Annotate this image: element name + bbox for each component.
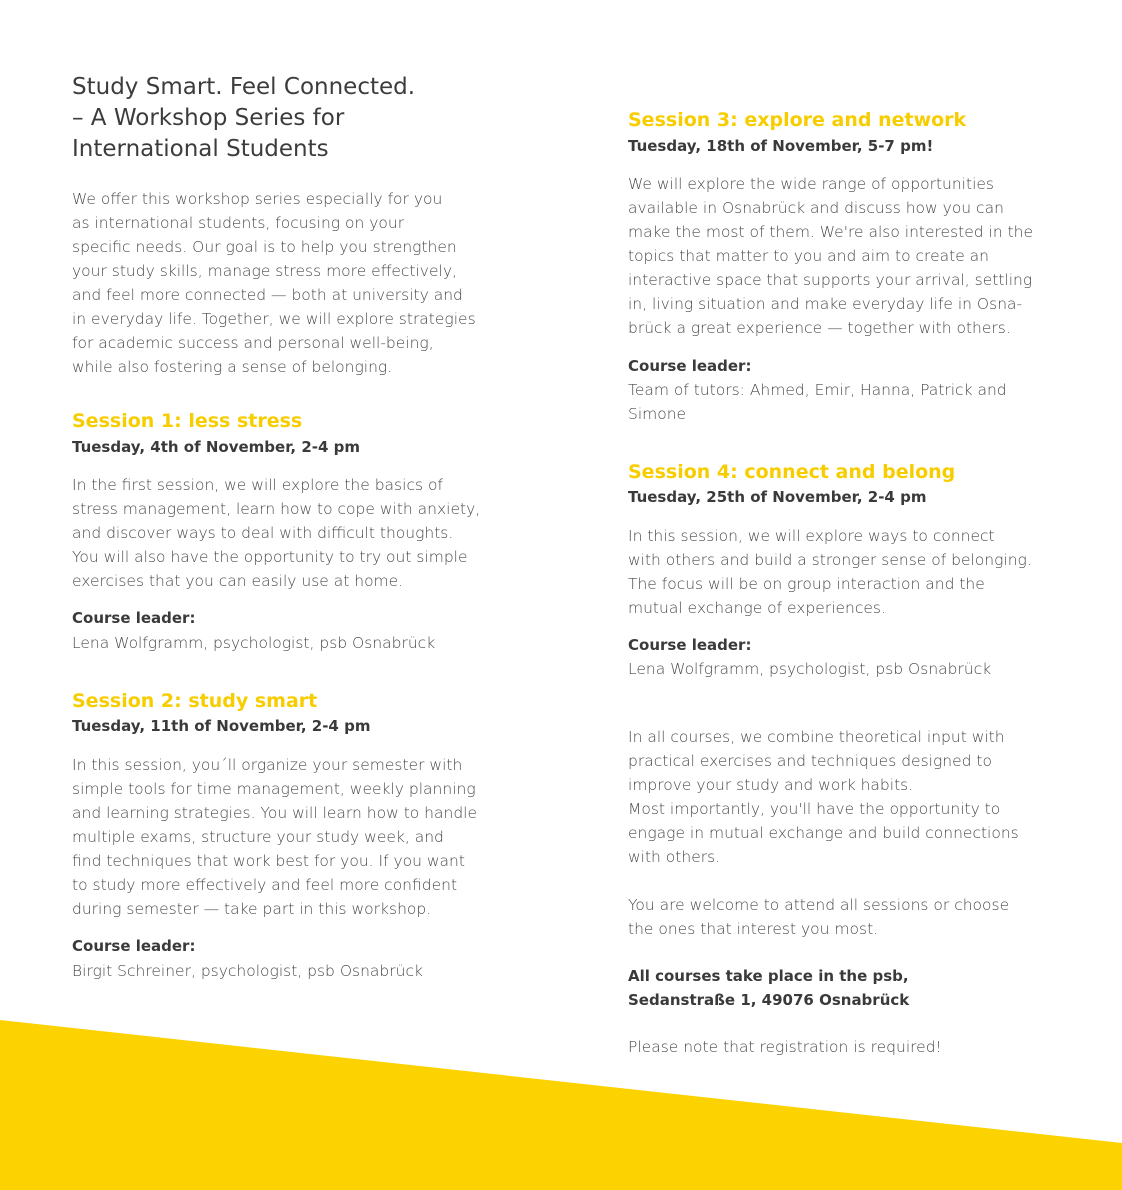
leader-line: Team of tutors: Ahmed, Emir, Hanna, Patrick and xyxy=(628,381,1007,399)
registration-line: Please note that registration is required! xyxy=(628,1038,942,1056)
attendance-line: the ones that interest you most. xyxy=(628,920,879,938)
session-4-leader xyxy=(628,657,991,681)
closing-general-paragraph xyxy=(628,725,1019,869)
intro-line: your study skills, manage stress more effectively, xyxy=(72,262,457,280)
closing-line: with others. xyxy=(628,848,721,866)
session-2-date: Tuesday, 11th of November, 2-4 pm xyxy=(72,717,371,735)
description-line: stress management, learn how to cope with anxiety, xyxy=(72,500,481,518)
registration-note xyxy=(628,1035,942,1059)
description-line: simple tools for time management, weekly planning xyxy=(72,780,476,798)
description-line: to study more effectively and feel more confident xyxy=(72,876,458,894)
closing-line: practical exercises and techniques designed to xyxy=(628,752,992,770)
location-info xyxy=(628,964,909,1012)
session-3-date: Tuesday, 18th of November, 5-7 pm! xyxy=(628,137,934,155)
description-line: You will also have the opportunity to try out simple xyxy=(72,548,468,566)
session-1-description xyxy=(72,473,480,593)
closing-line: In all courses, we combine theoretical input with xyxy=(628,728,1005,746)
session-2-leader-label: Course leader: xyxy=(72,937,196,955)
description-line: interactive space that supports your arrival, settling xyxy=(628,271,1033,289)
description-line: In this session, we will explore ways to connect xyxy=(628,527,995,545)
session-1-leader xyxy=(72,631,435,655)
leader-line: Lena Wolfgramm, psychologist, psb Osnabrück xyxy=(72,634,436,652)
session-4-title: Session 4: connect and belong xyxy=(628,461,956,483)
session-1-title: Session 1: less stress xyxy=(72,410,303,432)
intro-line: specific needs. Our goal is to help you strengthen xyxy=(72,238,457,256)
intro-line: as international students, focusing on your xyxy=(72,214,405,232)
session-2-title: Session 2: study smart xyxy=(72,690,318,712)
intro-line: for academic success and personal well-being, xyxy=(72,334,434,352)
title-line: Study Smart. Feel Connected. xyxy=(72,74,416,100)
description-line: with others and build a stronger sense of belonging. xyxy=(628,551,1032,569)
description-line: multiple exams, structure your study week, and xyxy=(72,828,444,846)
leader-line: Simone xyxy=(628,405,687,423)
session-3-title: Session 3: explore and network xyxy=(628,109,967,131)
intro-line: We offer this workshop series especially for you xyxy=(72,190,443,208)
description-line: available in Osnabrück and discuss how you can xyxy=(628,199,1004,217)
description-line: exercises that you can easily use at home. xyxy=(72,572,404,590)
session-4-date: Tuesday, 25th of November, 2-4 pm xyxy=(628,488,927,506)
session-3-leader xyxy=(628,378,1007,426)
closing-line: improve your study and work habits. xyxy=(628,776,914,794)
description-line: brück a great experience — together with others. xyxy=(628,319,1011,337)
description-line: in, living situation and make everyday life in Osna- xyxy=(628,295,1023,313)
location-line: Sedanstraße 1, 49076 Osnabrück xyxy=(628,991,910,1009)
session-4-description xyxy=(628,524,1032,620)
description-line: topics that matter to you and aim to create an xyxy=(628,247,989,265)
description-line: The focus will be on group interaction and the xyxy=(628,575,985,593)
session-2-leader xyxy=(72,959,423,983)
description-line: We will explore the wide range of opportunities xyxy=(628,175,994,193)
session-2-description xyxy=(72,753,477,921)
description-line: make the most of them. We're also interested in the xyxy=(628,223,1034,241)
attendance-paragraph xyxy=(628,893,1009,941)
session-4-leader-label: Course leader: xyxy=(628,636,752,654)
description-line: and learning strategies. You will learn how to handle xyxy=(72,804,478,822)
description-line: In the first session, we will explore the basics of xyxy=(72,476,443,494)
intro-line: in everyday life. Together, we will explore strategies xyxy=(72,310,476,328)
description-line: during semester — take part in this workshop. xyxy=(72,900,432,918)
leader-line: Birgit Schreiner, psychologist, psb Osnabrück xyxy=(72,962,423,980)
closing-line: engage in mutual exchange and build connections xyxy=(628,824,1019,842)
session-3-description xyxy=(628,172,1033,340)
description-line: and discover ways to deal with difficult thoughts. xyxy=(72,524,454,542)
leader-line: Lena Wolfgramm, psychologist, psb Osnabrück xyxy=(628,660,992,678)
intro-line: and feel more connected — both at university and xyxy=(72,286,463,304)
page-title xyxy=(72,72,512,165)
session-3-leader-label: Course leader: xyxy=(628,357,752,375)
intro-line: while also fostering a sense of belonging. xyxy=(72,358,393,376)
description-line: find techniques that work best for you. If you want xyxy=(72,852,465,870)
attendance-line: You are welcome to attend all sessions or choose xyxy=(628,896,1010,914)
session-1-leader-label: Course leader: xyxy=(72,609,196,627)
description-line: In this session, you´ll organize your semester with xyxy=(72,756,463,774)
intro-paragraph xyxy=(72,187,476,379)
session-1-date: Tuesday, 4th of November, 2-4 pm xyxy=(72,438,361,456)
title-line: – A Workshop Series for xyxy=(72,105,345,131)
location-line: All courses take place in the psb, xyxy=(628,967,909,985)
title-line: International Students xyxy=(72,136,329,162)
closing-line: Most importantly, you'll have the opportunity to xyxy=(628,800,1001,818)
description-line: mutual exchange of experiences. xyxy=(628,599,886,617)
